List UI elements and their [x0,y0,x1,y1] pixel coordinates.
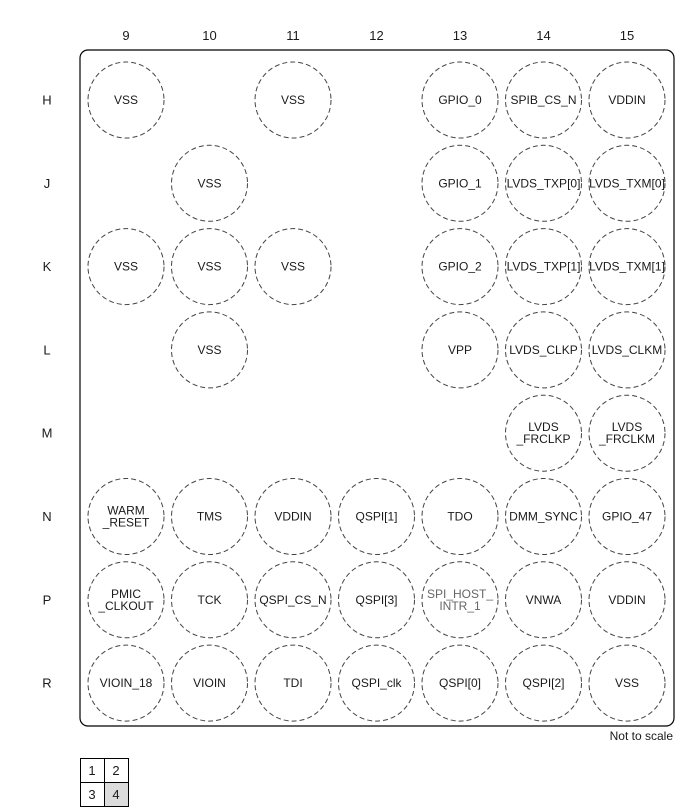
pin-label: SPIB_CS_N [510,93,577,107]
pin-J15 [589,145,665,221]
column-label-13: 13 [452,28,468,43]
pin-label: VSS [197,176,222,191]
pin-grid [88,62,665,721]
column-label-9: 9 [122,28,130,43]
pin-label: TDO [447,509,473,524]
pin-label: _FRCLKP [516,432,571,447]
pin-label: VSS [280,93,306,107]
pin-label: GPIO_1 [438,176,482,191]
pin-label: VIOIN [193,676,226,691]
quadrant-key-cell-2: 2 [104,758,129,783]
pin-R11 [255,645,331,721]
pin-label: TMS [196,509,223,524]
pin-L15 [589,312,665,388]
quadrant-key-cell-1: 1 [80,758,105,783]
column-label-11: 11 [286,28,300,43]
row-label-J: J [43,175,51,191]
pin-label: VSS [280,259,306,274]
pin-label: GPIO_2 [438,259,482,274]
pin-N13 [422,479,498,555]
pin-K14 [506,229,582,305]
pin-label: TCK [197,592,222,607]
pin-K10 [172,229,248,305]
pin-label: LVDS_TXP[0] [506,176,581,191]
pin-H14 [506,62,582,138]
column-label-14: 14 [536,28,551,43]
pin-H15 [589,62,665,138]
pin-label: VDDIN [608,592,646,607]
pin-N12 [339,479,415,555]
pin-R12 [339,645,415,721]
pin-label: PMIC [111,586,141,601]
column-label-10: 10 [202,28,217,43]
quadrant-key [80,758,128,806]
pin-label: TDI [283,676,303,691]
quadrant-key-cell-3: 3 [80,782,105,807]
row-labels [42,93,53,691]
pin-P9 [88,562,164,638]
pin-L14 [506,312,582,388]
pin-label: VSS [614,676,640,691]
pin-label: VSS [113,93,139,107]
pin-P11 [255,562,331,638]
pin-label: DMM_SYNC [509,509,578,524]
pin-P14 [506,562,582,638]
pin-label: QSPI[2] [522,676,565,691]
pin-label: SPI_HOST_ [426,586,494,601]
pin-label: LVDS_TXM[1] [589,259,665,274]
pin-label: _FRCLKM [598,432,656,447]
pin-N15 [589,479,665,555]
pin-K11 [255,229,331,305]
pin-J10 [172,145,248,221]
pin-label: VSS [113,259,139,274]
pin-J14 [506,145,582,221]
pin-H9 [88,62,164,138]
row-label-P: P [42,592,52,608]
pin-label: LVDS_TXP[1] [506,259,581,274]
column-labels [122,28,634,43]
pin-L13 [422,312,498,388]
pin-label: QSPI_CS_N [259,592,327,607]
pin-label: VSS [197,342,222,357]
row-label-M: M [41,425,53,441]
row-label-K: K [42,259,52,275]
pin-N9 [88,479,164,555]
pin-H11 [255,62,331,138]
quadrant-key-cell-4: 4 [104,782,129,807]
pin-label: QSPI[0] [438,676,482,691]
pin-label: VSS [197,259,222,274]
pin-label: WARM [107,503,145,518]
row-label-R: R [42,675,52,691]
pin-label: GPIO_0 [438,93,482,107]
pin-K15 [589,229,665,305]
package-outline [80,50,674,726]
row-label-N: N [42,509,52,524]
not-to-scale-note: Not to scale [609,729,673,743]
pin-label: QSPI[3] [355,592,398,607]
pin-M15 [589,395,665,471]
pin-R9 [88,645,164,721]
pin-label: VDDIN [274,509,312,524]
pin-label: LVDS_CLKP [509,342,578,357]
pin-label: VNWA [525,592,562,607]
pin-label: VPP [447,342,473,357]
pin-R13 [422,645,498,721]
pin-N10 [172,479,248,555]
pin-N14 [506,479,582,555]
column-label-12: 12 [369,28,384,43]
pin-label: VDDIN [608,93,646,107]
row-label-H: H [42,92,52,108]
pin-R15 [589,645,665,721]
pin-P10 [172,562,248,638]
pin-N11 [255,479,331,555]
pin-label: GPIO_47 [601,509,653,524]
pin-label: LVDS_CLKM [591,342,663,357]
pin-label: LVDS_TXM[0] [589,176,665,191]
pin-M14 [506,395,582,471]
pin-label: QSPI_clk [351,676,402,691]
pin-label: VIOIN_18 [99,676,153,691]
pin-R10 [172,645,248,721]
pin-label: _CLKOUT [98,598,154,613]
pin-K13 [422,229,498,305]
pin-R14 [506,645,582,721]
pin-H13 [422,62,498,138]
pin-K9 [88,229,164,305]
row-label-L: L [43,342,51,358]
pin-label: QSPI[1] [355,509,398,524]
pin-label: _RESET [102,515,150,530]
pin-P12 [339,562,415,638]
pin-P13 [422,562,498,638]
column-label-15: 15 [619,28,635,43]
pin-L10 [172,312,248,388]
pin-label: LVDS [528,420,559,435]
pin-label: LVDS [611,420,643,435]
pin-label: INTR_1 [439,598,481,613]
pin-P15 [589,562,665,638]
pin-J13 [422,145,498,221]
